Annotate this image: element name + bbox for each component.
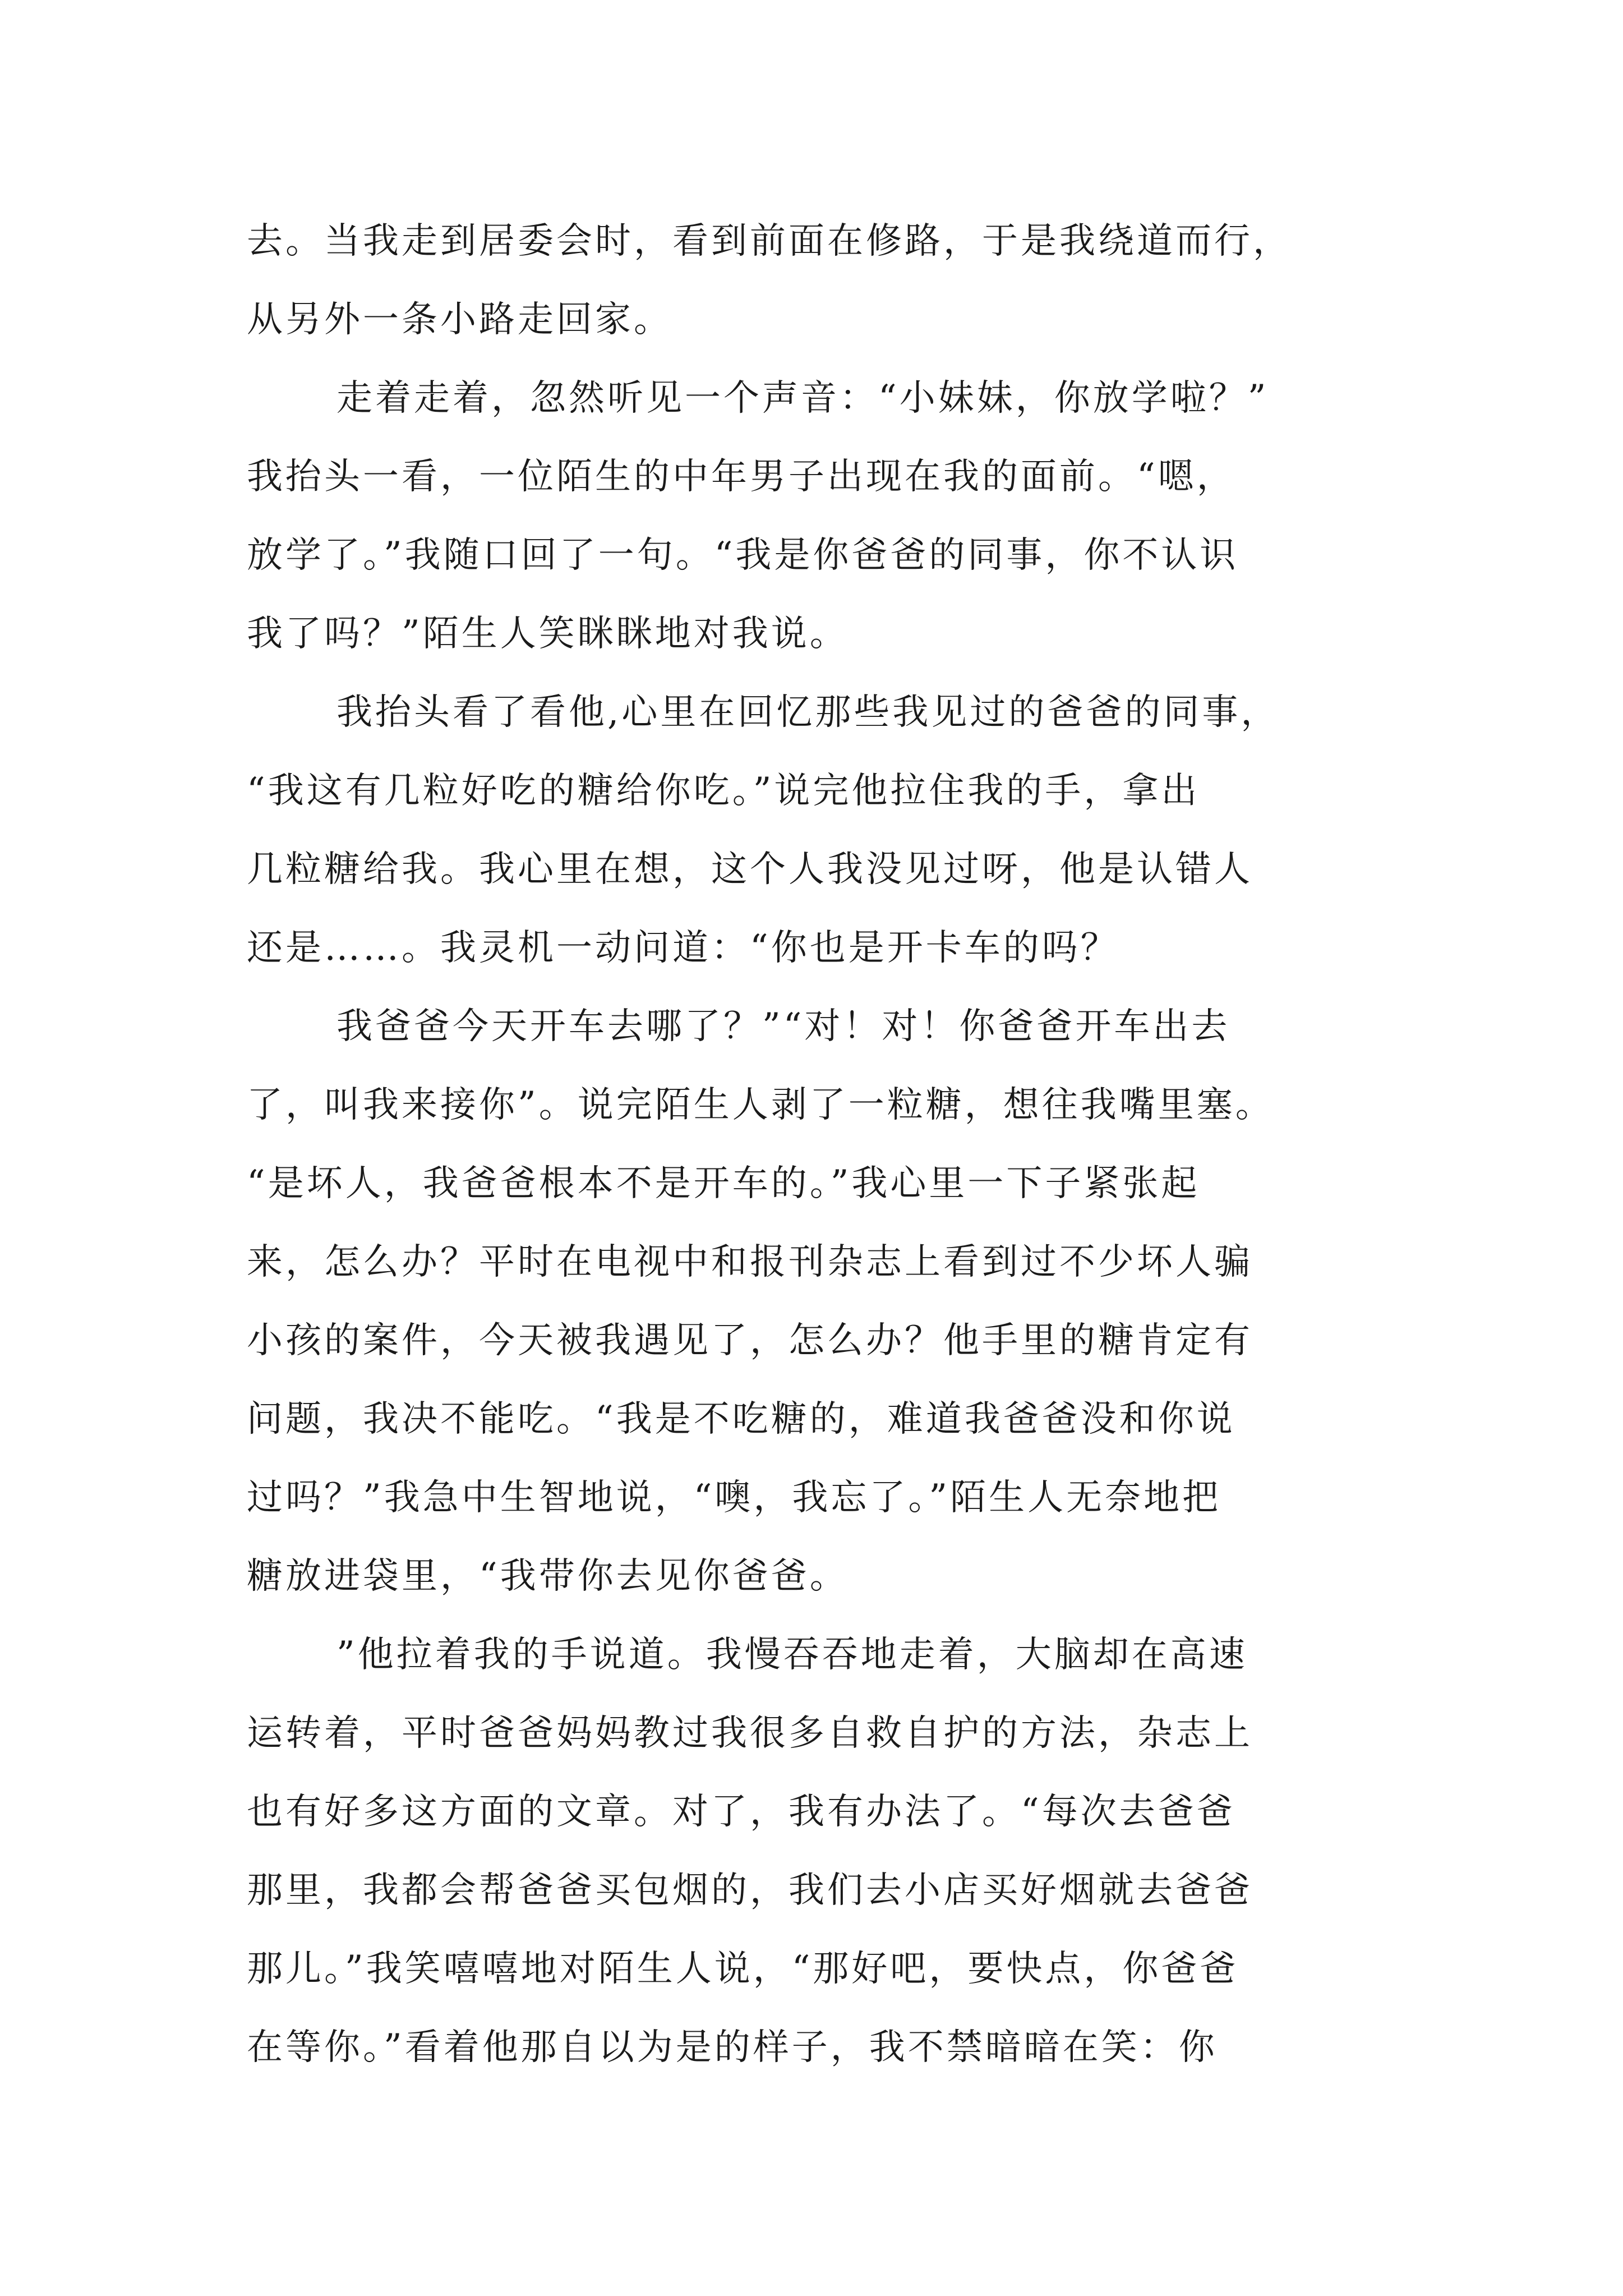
paragraph-first-line: 我爸爸今天开车去哪了？”“对！对！你爸爸开车出去: [336, 1006, 1230, 1047]
text-line: 在等你。”看着他那自以为是的样子，我不禁暗暗在笑：你: [247, 2027, 1218, 2068]
text-line: 我抬头一看，一位陌生的中年男子出现在我的面前。“嗯，: [247, 456, 1235, 498]
text-line: 过吗？”我急中生智地说，“噢，我忘了。”陌生人无奈地把: [247, 1477, 1221, 1519]
text-line: “是坏人，我爸爸根本不是开车的。”我心里一下子紧张起: [247, 1163, 1200, 1204]
text-line: 去。当我走到居委会时，看到前面在修路，于是我绕道而行，: [247, 220, 1292, 262]
text-line: 我了吗？”陌生人笑眯眯地对我说。: [247, 613, 849, 655]
paragraph-first-line: 我抬头看了看他,心里在回忆那些我见过的爸爸的同事，: [336, 692, 1280, 733]
text-line: 放学了。”我随口回了一句。“我是你爸爸的同事，你不认识: [247, 535, 1239, 576]
text-line: “我这有几粒好吃的糖给你吃。”说完他拉住我的手，拿出: [247, 770, 1200, 812]
text-line: 还是……。我灵机一动问道：“你也是开卡车的吗？: [247, 927, 1119, 969]
text-line: 那儿。”我笑嘻嘻地对陌生人说，“那好吧，要快点，你爸爸: [247, 1948, 1239, 1990]
text-line: 运转着，平时爸爸妈妈教过我很多自救自护的方法，杂志上: [247, 1713, 1253, 1754]
text-line: 了，叫我来接你”。说完陌生人剥了一粒糖，想往我嘴里塞。: [247, 1084, 1274, 1126]
text-line: 也有好多这方面的文章。对了，我有办法了。“每次去爸爸: [247, 1791, 1235, 1833]
text-line: 几粒糖给我。我心里在想，这个人我没见过呀，他是认错人: [247, 849, 1253, 890]
text-line: 问题，我决不能吃。“我是不吃糖的，难道我爸爸没和你说: [247, 1398, 1235, 1440]
text-line: 来，怎么办？平时在电视中和报刊杂志上看到过不少坏人骗: [247, 1241, 1253, 1283]
text-line: 从另外一条小路走回家。: [247, 299, 672, 341]
text-line: 糖放进袋里，“我带你去见你爸爸。: [247, 1556, 849, 1597]
paragraph-first-line: ”他拉着我的手说道。我慢吞吞地走着，大脑却在高速: [336, 1634, 1248, 1676]
text-line: 那里，我都会帮爸爸买包烟的，我们去小店买好烟就去爸爸: [247, 1870, 1253, 1911]
paragraph-first-line: 走着走着，忽然听见一个声音：“小妹妹，你放学啦？”: [336, 378, 1269, 419]
text-line: 小孩的案件，今天被我遇见了，怎么办？他手里的糖肯定有: [247, 1320, 1253, 1361]
